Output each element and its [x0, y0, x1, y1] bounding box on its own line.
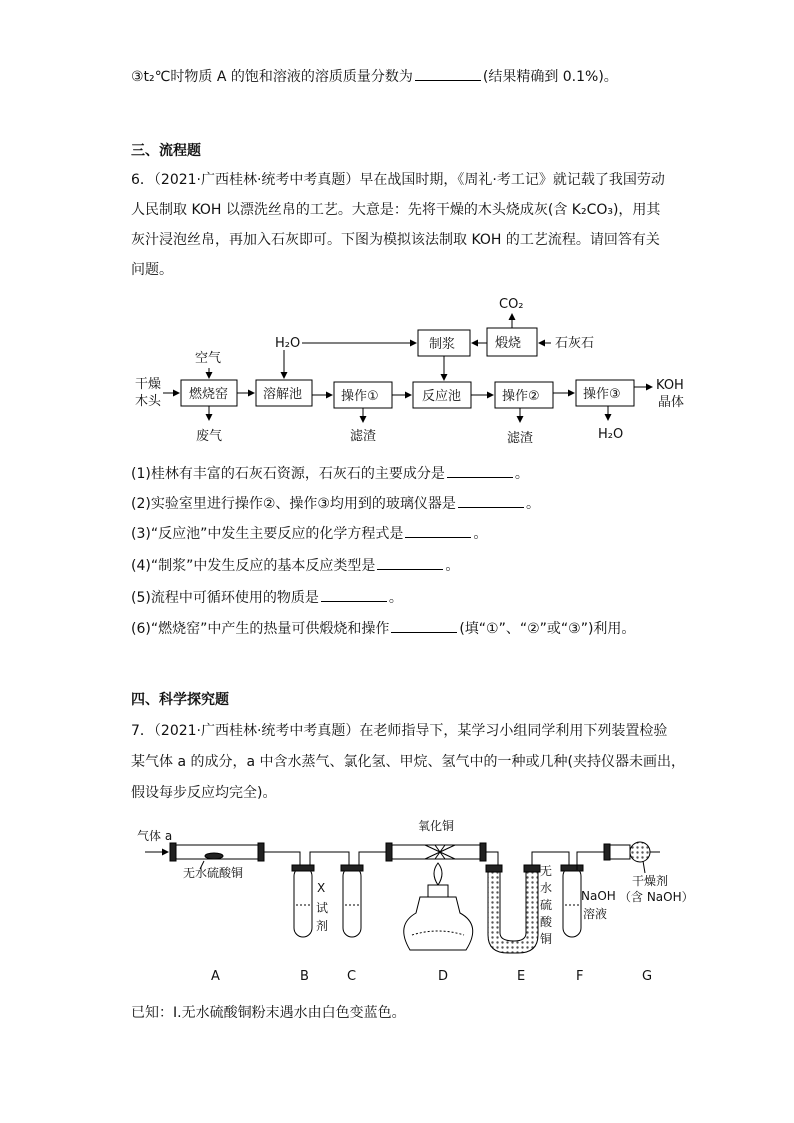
co2-label: CO₂ [499, 297, 524, 312]
q6-question-2 [131, 493, 540, 514]
koh-process-flow-diagram [0, 290, 794, 450]
q6-question-6 [131, 618, 635, 639]
section-title-flow: 三、流程题 [131, 143, 201, 159]
q6-question-3 [131, 523, 487, 544]
alcohol-lamp [404, 897, 473, 950]
question-text: (5)流程中可循环使用的物质是 [131, 590, 319, 606]
label-e: E [517, 969, 526, 984]
q6-stem-line-2: 人民制取 KOH 以漂洗丝帛的工艺。大意是：先将干燥的木头烧成灰(含 K₂CO₃)，用其 [131, 202, 661, 218]
dissolve-label: 溶解池 [263, 387, 303, 402]
e-label-4: 酸 [540, 915, 553, 929]
q6-question-5 [131, 587, 403, 608]
section-title-inquiry: 四、科学探究题 [131, 692, 229, 708]
question-suffix: 。 [445, 558, 460, 574]
question-text: (3)“反应池”中发生主要反应的化学方程式是 [131, 526, 404, 542]
e-label-3: 硫 [540, 898, 553, 912]
q6-question-4 [131, 555, 459, 576]
q7-stem-line-1: 7．（2021·广西桂林·统考中考真题）在老师指导下，某学习小组同学利用下列装置检验 [131, 723, 668, 739]
desiccant-note-label: （含 NaOH） [619, 890, 694, 904]
waste-gas-label: 废气 [196, 429, 223, 444]
question-text: (1)桂林有丰富的石灰石资源，石灰石的主要成分是 [131, 466, 445, 482]
answer-blank[interactable] [321, 587, 387, 602]
drying-tube-g [608, 845, 630, 859]
q5-part3-line [131, 66, 618, 87]
q6-stem-line-1: 6．（2021·广西桂林·统考中考真题）早在战国时期，《周礼·考工记》就记载了我国劳动 [131, 172, 665, 188]
q5-part3-note: (结果精确到 0.1%)。 [482, 69, 618, 85]
naoh-label: NaOH [581, 889, 616, 903]
question-text: (6)“燃烧窑”中产生的热量可供煅烧和操作 [131, 621, 390, 637]
x-reagent-label-2: 试 [316, 901, 329, 915]
e-label-2: 水 [540, 881, 553, 895]
op3-label: 操作③ [583, 387, 621, 402]
question-text: (4)“制浆”中发生反应的基本反应类型是 [131, 558, 376, 574]
reactor-label: 反应池 [422, 389, 462, 404]
q6-question-1 [131, 463, 529, 484]
crystal-label: 晶体 [658, 395, 685, 410]
question-suffix: 。 [525, 496, 540, 512]
dry-wood-label-1: 干燥 [135, 377, 162, 392]
answer-blank[interactable] [377, 555, 443, 570]
copper-oxide-label: 氧化铜 [418, 819, 455, 833]
answer-blank[interactable] [447, 463, 513, 478]
gas-test-apparatus-diagram [0, 815, 794, 990]
e-label-1: 无 [540, 864, 553, 878]
x-reagent-label-3: 剂 [316, 919, 329, 933]
tube-b [294, 867, 312, 937]
label-c: C [347, 969, 357, 984]
question-suffix: 。 [473, 526, 488, 542]
q6-stem-line-4: 问题。 [131, 262, 173, 278]
answer-blank[interactable] [415, 66, 481, 81]
label-f: F [576, 969, 584, 984]
pulping-label: 制浆 [429, 337, 456, 352]
q5-part3-text: ③t₂℃时物质 A 的饱和溶液的溶质质量分数为 [131, 69, 413, 85]
op2-label: 操作② [502, 389, 540, 404]
h2o-output-label: H₂O [598, 427, 624, 442]
residue-1-label: 滤渣 [350, 429, 377, 444]
limestone-label: 石灰石 [555, 336, 595, 351]
op1-label: 操作① [341, 389, 379, 404]
solution-label: 溶液 [583, 907, 608, 921]
kiln-label: 燃烧窑 [189, 387, 229, 402]
answer-blank[interactable] [391, 618, 457, 633]
label-d: D [438, 969, 449, 984]
u-tube-e [488, 870, 538, 953]
question-text: (2)实验室里进行操作②、操作③均用到的玻璃仪器是 [131, 496, 456, 512]
q7-known-line: 已知：I.无水硫酸铜粉末遇水由白色变蓝色。 [131, 1005, 406, 1021]
e-label-5: 铜 [540, 932, 553, 946]
label-b: B [300, 969, 309, 984]
x-reagent-label-1: X [317, 881, 326, 895]
q6-stem-line-3: 灰汁浸泡丝帛，再加入石灰即可。下图为模拟该法制取 KOH 的工艺流程。请回答有关 [131, 232, 660, 248]
h2o-input-label: H₂O [275, 336, 301, 351]
question-suffix: (填“①”、“②”或“③”)利用。 [459, 621, 636, 637]
answer-blank[interactable] [405, 523, 471, 538]
desiccant-label: 干燥剂 [632, 874, 669, 888]
tube-f [563, 867, 581, 937]
answer-blank[interactable] [458, 493, 524, 508]
residue-2-label: 滤渣 [507, 431, 534, 446]
question-suffix: 。 [388, 590, 403, 606]
anhydrous-cuso4-label: 无水硫酸铜 [183, 866, 244, 880]
dry-wood-label-2: 木头 [135, 394, 162, 409]
slaking-label: 煅烧 [495, 336, 522, 351]
question-suffix: 。 [514, 466, 529, 482]
tube-c [343, 867, 361, 937]
koh-label: KOH [656, 378, 684, 393]
air-label: 空气 [195, 351, 222, 366]
label-a: A [211, 969, 220, 984]
label-g: G [642, 969, 653, 984]
gas-a-label: 气体 a [137, 829, 173, 843]
q7-stem-line-3: 假设每步反应均完全)。 [131, 785, 277, 801]
q7-stem-line-2: 某气体 a 的成分，a 中含水蒸气、氯化氢、甲烷、氢气中的一种或几种(夹持仪器未画出， [131, 754, 685, 770]
